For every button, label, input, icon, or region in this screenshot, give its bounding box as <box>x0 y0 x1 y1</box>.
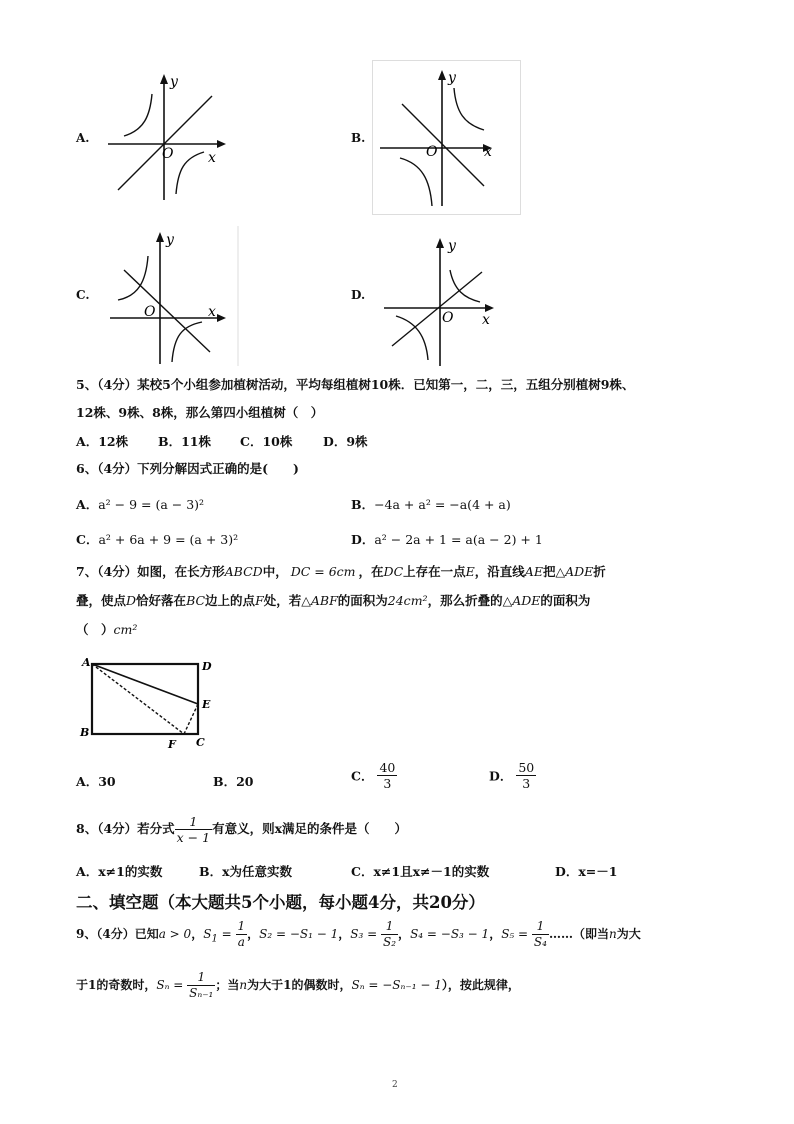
q9-s3: S₃ = <box>350 927 382 941</box>
q7-text: 折 <box>593 564 606 579</box>
fraction-numerator: 1 <box>237 919 246 933</box>
section-heading: 二、填空题（本大题共5个小题，每小题4分，共20分） <box>76 893 485 912</box>
q8-text: 有意义，则x满足的条件是（ ） <box>212 821 408 836</box>
q9-text: ， <box>338 927 351 941</box>
q7-option-c-fraction <box>377 760 397 791</box>
q7-dc-length: DC = 6cm <box>290 564 356 579</box>
q6-option-a <box>76 495 204 513</box>
q6-option-b-expr: −4a + a² = −a(4 + a) <box>374 497 511 512</box>
q9-text: ， <box>489 927 502 941</box>
x-axis-label: x <box>484 144 492 160</box>
q7-answer-blank: （ ） <box>76 622 114 637</box>
q7-triangle-abf: △ABF <box>301 593 338 608</box>
graph-a-label: A. <box>76 131 90 145</box>
fraction-denominator: S₄ <box>533 935 547 949</box>
y-axis-arrow <box>156 232 164 242</box>
fraction-denominator: 3 <box>383 776 392 791</box>
q6-option-a-expr: a² − 9 = (a − 3)² <box>98 497 205 512</box>
q7-text: ，在 <box>358 564 384 579</box>
s-symbol: S <box>203 927 212 941</box>
fraction-numerator: 1 <box>187 970 215 986</box>
q6-option-b <box>351 495 511 513</box>
hyperbola-right <box>176 152 204 194</box>
point-d-label: D <box>202 660 212 673</box>
q9-s2: S₂ = −S₁ − 1 <box>259 927 339 941</box>
q6-option-c <box>76 530 238 548</box>
q9-text: ），按此规律， <box>441 978 520 992</box>
q7-text: 边上的点 <box>205 593 256 608</box>
q9-s5: S₅ = <box>501 927 532 941</box>
q7-text: 上存在一点 <box>403 564 466 579</box>
q7-text: 把 <box>542 564 556 579</box>
hyperbola-left <box>400 158 432 206</box>
x-axis-label: x <box>208 304 216 320</box>
q9-sn-even: Sₙ = −Sₙ₋₁ − 1 <box>351 978 442 992</box>
q7-option-d-fraction <box>516 760 536 791</box>
q5-option-d: D．9株 <box>323 434 368 449</box>
q9-s4: S₄ = −S₃ − 1 <box>410 927 490 941</box>
fraction-denominator: x − 1 <box>176 830 211 845</box>
line-y-eq-neg-x <box>402 104 484 186</box>
q9-sn: Sₙ = <box>156 978 188 992</box>
q7-triangle-ade: △ADE <box>555 564 594 579</box>
line-ae <box>92 664 198 704</box>
q9-text: ， <box>191 927 204 941</box>
q9-fraction-sn <box>187 970 215 1001</box>
q9-n: n <box>239 978 248 992</box>
fraction-numerator: 1 <box>381 919 398 935</box>
q9-text: ；当 <box>215 978 240 992</box>
q7-line3 <box>76 621 137 639</box>
fraction-numerator: 1 <box>532 919 549 935</box>
q9-s1 <box>203 927 236 945</box>
q8-option-c: C．x≠1且x≠－1的实数 <box>351 864 490 879</box>
q7-triangle-ade: △ADE <box>502 593 541 608</box>
x-axis-arrow <box>217 314 226 322</box>
y-axis-label: y <box>448 238 456 254</box>
graph-c-label: C. <box>76 288 90 302</box>
hyperbola-right <box>172 322 202 362</box>
q9-text: 为大 <box>616 927 641 941</box>
q7-text: 中， <box>262 564 288 579</box>
graph-b-label: B. <box>351 131 366 145</box>
q7-option-b: B．20 <box>213 774 254 789</box>
s-subscript: 1 <box>211 933 218 945</box>
fraction-numerator: 40 <box>379 760 396 775</box>
point-a-label: A <box>82 656 91 669</box>
q6-option-a-label: A． <box>76 497 99 512</box>
fraction-denominator: a <box>237 935 245 949</box>
q6-option-d <box>351 530 543 548</box>
q7-option-a: A．30 <box>76 774 116 789</box>
q6-stem: 6、（4分）下列分解因式正确的是( ) <box>76 461 299 476</box>
q7-text: 恰好落在 <box>136 593 187 608</box>
origin-label: O <box>442 310 454 326</box>
q9-text: ， <box>398 927 411 941</box>
q8-option-a: A．x≠1的实数 <box>76 864 163 879</box>
q5-option-b: B．11株 <box>158 434 211 449</box>
q7-text: ，那么折叠的 <box>427 593 503 608</box>
y-axis-arrow <box>436 238 444 248</box>
q6-option-d-expr: a² − 2a + 1 = a(a − 2) + 1 <box>374 532 543 547</box>
origin-label: O <box>162 146 174 162</box>
q7-line2 <box>76 592 590 610</box>
x-axis-arrow <box>217 140 226 148</box>
q6-option-c-expr: a² + 6a + 9 = (a + 3)² <box>98 532 239 547</box>
q7-point-d: D <box>126 593 137 608</box>
q7-point-e: E <box>465 564 475 579</box>
q5-line2: 12株、9株、8株，那么第四小组植树（ ） <box>76 405 324 420</box>
q8-option-d: D．x=－1 <box>555 864 618 879</box>
q9-text: 9、（4分）已知 <box>76 927 159 941</box>
q5-option-c: C．10株 <box>240 434 293 449</box>
q7-text: 7、（4分）如图，在长方形 <box>76 564 225 579</box>
q8-text: 8、（4分）若分式 <box>76 821 175 836</box>
q9-condition: a > 0 <box>158 927 192 941</box>
hyperbola-right <box>454 88 484 130</box>
q7-rect-name: ABCD <box>224 564 263 579</box>
q7-line1 <box>76 563 606 581</box>
q9-fraction-s5 <box>532 919 549 950</box>
q9-line1 <box>76 916 641 957</box>
q7-figure <box>76 652 216 752</box>
line-y-eq-neg-x <box>124 270 210 352</box>
q7-line-ae: AE <box>524 564 543 579</box>
point-c-label: C <box>196 736 205 749</box>
q9-line2 <box>76 966 520 1004</box>
q5-option-a: A．12株 <box>76 434 129 449</box>
x-axis-label: x <box>482 312 490 328</box>
graph-c <box>104 222 240 368</box>
x-axis-arrow <box>485 304 494 312</box>
q7-text: 的面积为 <box>337 593 388 608</box>
fraction-denominator: 3 <box>522 776 531 791</box>
fraction-denominator: S₂ <box>383 935 397 949</box>
graph-d-label: D. <box>351 288 366 302</box>
rectangle-abcd <box>92 664 198 734</box>
q7-dc: DC <box>383 564 404 579</box>
graph-a <box>104 66 234 206</box>
q7-unit: cm² <box>113 622 138 637</box>
line-y-eq-x <box>118 96 212 190</box>
q7-text: 的面积为 <box>540 593 591 608</box>
q9-fraction-s1 <box>236 919 248 950</box>
graph-b <box>372 60 522 216</box>
line-y-eq-x <box>392 272 482 346</box>
fraction-numerator: 50 <box>518 760 535 775</box>
graph-d <box>376 230 504 370</box>
y-axis-label: y <box>170 74 178 90</box>
origin-label: O <box>426 144 438 160</box>
image-frame <box>373 61 521 215</box>
point-e-label: E <box>202 698 211 711</box>
q5-line1: 5、（4分）某校5个小组参加植树活动，平均每组植树10株．已知第一，二，三，五组分别植树9株、 <box>76 377 635 392</box>
y-axis-label: y <box>166 232 174 248</box>
equals: = <box>217 927 236 941</box>
line-fe <box>184 704 198 734</box>
point-b-label: B <box>80 726 90 739</box>
q6-option-c-label: C． <box>76 532 99 547</box>
q9-n: n <box>608 927 617 941</box>
q7-text: 叠，使点 <box>76 593 127 608</box>
q8-stem <box>76 812 407 846</box>
q9-text: ……（即当 <box>548 927 609 941</box>
q6-option-b-label: B． <box>351 497 375 512</box>
q7-text: ，沿直线 <box>474 564 525 579</box>
point-f-label: F <box>168 738 176 751</box>
q9-text: 于1的奇数时， <box>76 978 157 992</box>
q8-option-b: B．x为任意实数 <box>199 864 293 879</box>
q9-fraction-s3 <box>381 919 398 950</box>
q7-option-d-label: D． <box>489 768 513 784</box>
y-axis-arrow <box>438 70 446 80</box>
fraction-numerator: 1 <box>175 814 212 830</box>
q7-area: 24cm² <box>387 593 428 608</box>
q8-fraction <box>175 814 212 845</box>
fraction-denominator: Sₙ₋₁ <box>189 986 214 1000</box>
q7-option-c <box>351 760 397 791</box>
page-number: 2 <box>392 1080 398 1090</box>
q7-option-c-label: C． <box>351 768 374 784</box>
q6-option-d-label: D． <box>351 532 375 547</box>
y-axis-label: y <box>448 70 456 86</box>
line-af <box>92 664 184 734</box>
q7-text: 处，若 <box>263 593 302 608</box>
x-axis-label: x <box>208 150 216 166</box>
q7-point-f: F <box>255 593 264 608</box>
q9-text: ， <box>247 927 260 941</box>
q9-text: 为大于1的偶数时， <box>247 978 352 992</box>
y-axis-arrow <box>160 74 168 84</box>
hyperbola-left <box>124 94 152 136</box>
origin-label: O <box>144 304 156 320</box>
q7-option-d <box>489 760 536 791</box>
q7-side-bc: BC <box>186 593 206 608</box>
